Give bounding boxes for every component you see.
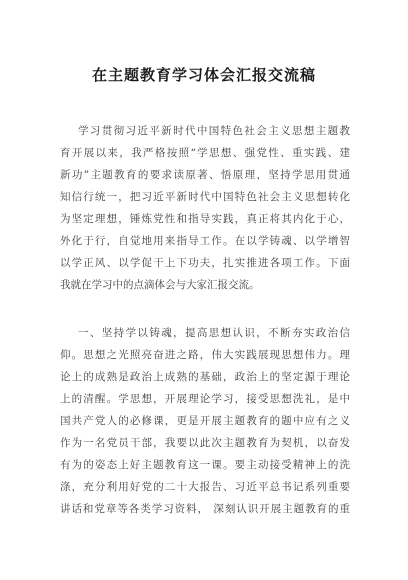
paragraph-line: 作为一名党员干部，我要以此次主题教育为契机，以奋发	[60, 437, 350, 449]
paragraph-line: 国共产党人的必修课，更是开展主题教育的题中应有之义	[60, 415, 350, 427]
paragraph-line: 学习贯彻习近平新时代中国特色社会主义思想主题教	[78, 125, 350, 137]
paragraph-line: 讲话和党章等各类学习资料， 深刻认识开展主题教育的重	[60, 503, 350, 515]
paragraph-line: 为坚定理想，锤炼党性和指导实践，真正将其内化于心，	[60, 213, 350, 225]
paragraph-line: 论上的成熟是政治上成熟的基础，政治上的坚定源于理论	[60, 371, 350, 383]
paragraph-line: 以学正风、以学促干上下功夫，扎实推进各项工作。下面	[60, 257, 350, 269]
document-title: 在主题教育学习体会汇报交流稿	[91, 66, 316, 84]
paragraph-line: 一、坚持学以铸魂，提高思想认识，不断夯实政治信	[78, 327, 350, 339]
paragraph-line: 仰。思想之光照亮奋进之路，伟大实践展现思想伟力。理	[60, 349, 350, 361]
paragraph-line: 我就在学习中的点滴体会与大家汇报交流。	[60, 279, 260, 291]
paragraph-line: 育开展以来，我严格按照“学思想、强党性、重实践、建	[60, 147, 350, 159]
paragraph-line: 有为的姿态上好主题教育这一课。要主动接受精神上的洗	[60, 459, 350, 471]
paragraph-line: 新功”主题教育的要求读原著、悟原理，坚持学思用贯通	[60, 169, 350, 181]
paragraph-line: 上的清醒。学思想，开展理论学习，接受思想洗礼，是中	[60, 393, 350, 405]
paragraph-line: 知信行统一，把习近平新时代中国特色社会主义思想转化	[60, 191, 350, 203]
paragraph-line: 外化于行，自觉地用来指导工作。在以学铸魂、以学增智	[60, 235, 350, 247]
paragraph-line: 涤，充分利用好党的二十大报告、习近平总书记系列重要	[60, 481, 350, 493]
